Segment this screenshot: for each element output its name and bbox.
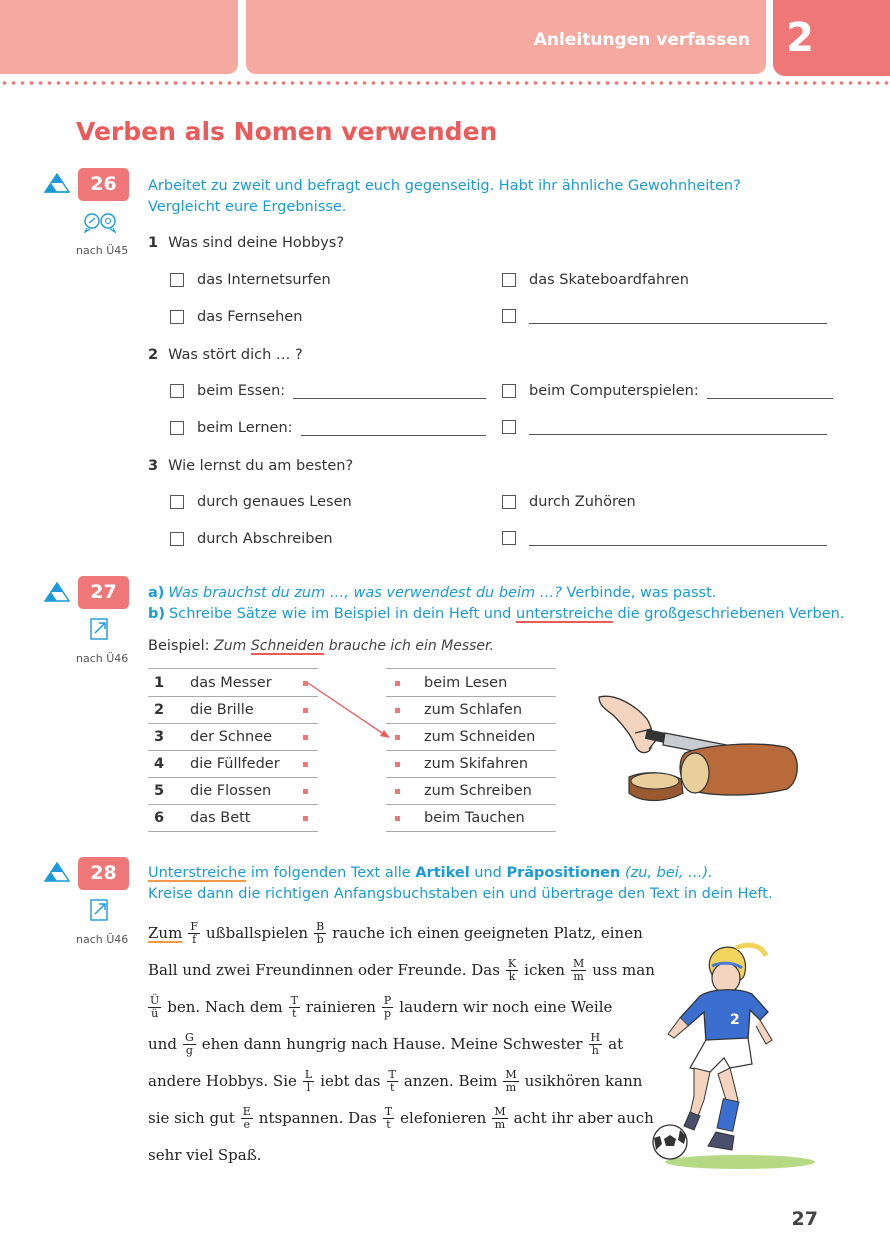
checkbox[interactable] <box>170 532 184 546</box>
row-text: zum Skifahren <box>424 756 529 772</box>
question-text: Was stört dich … ? <box>168 347 303 363</box>
lower: l <box>306 1080 311 1094</box>
lower: b <box>316 932 324 946</box>
text: rauche ich einen geeigneten Platz, einen <box>332 924 643 942</box>
text: ntspannen. Das <box>258 1109 377 1127</box>
letter-choice[interactable] <box>492 1106 507 1131</box>
task28-instruction-line2: Kreise dann die richtigen Anfangsbuchstaben ein und übertrage den Text in dein Heft. <box>148 886 773 902</box>
checkbox[interactable] <box>170 310 184 324</box>
option-label: das Fernsehen <box>197 309 303 325</box>
row-text: zum Schlafen <box>424 702 523 718</box>
header-tab-left <box>0 0 238 74</box>
chapter-title: Anleitungen verfassen <box>533 30 750 50</box>
task26-instruction-line2: Vergleicht eure Ergebnisse. <box>148 199 347 215</box>
text-line-5 <box>148 1066 642 1096</box>
option-beim-computerspielen[interactable] <box>502 383 833 399</box>
upper: T <box>290 993 298 1007</box>
text: usikhören kann <box>524 1072 643 1090</box>
letter-choice[interactable] <box>289 995 300 1020</box>
lower: e <box>243 1117 251 1131</box>
upper: M <box>572 956 585 970</box>
match-left-1[interactable] <box>148 670 318 697</box>
checkbox[interactable] <box>502 420 516 434</box>
letter-choice[interactable] <box>506 958 518 983</box>
answer-line[interactable] <box>529 308 827 324</box>
text: Zum <box>148 924 183 942</box>
underlined-word: Unterstreiche <box>148 865 247 881</box>
example-underlined-verb: Schneiden <box>250 638 325 654</box>
match-right-3[interactable] <box>386 724 556 751</box>
checkbox[interactable] <box>170 421 184 435</box>
upper: P <box>383 993 392 1007</box>
task-number-27: 27 <box>78 576 129 609</box>
letter-choice[interactable] <box>382 995 393 1020</box>
checkbox[interactable] <box>502 273 516 287</box>
checkbox[interactable] <box>170 273 184 287</box>
text: acht ihr aber auch <box>513 1109 654 1127</box>
row-text: die Brille <box>190 702 254 718</box>
lower: h <box>591 1043 599 1057</box>
level-triangle-icon <box>44 173 70 193</box>
option-label: das Skateboardfahren <box>529 272 689 288</box>
text: iebt das <box>320 1072 381 1090</box>
row-number: 1 <box>154 675 165 691</box>
checkbox[interactable] <box>502 309 516 323</box>
letter-choice[interactable] <box>383 1106 394 1131</box>
partner-work-icon <box>81 210 121 234</box>
checkbox[interactable] <box>170 384 184 398</box>
match-right-5[interactable] <box>386 778 556 805</box>
option-blank-1[interactable] <box>502 308 827 324</box>
example-sentence <box>148 638 494 654</box>
text: und <box>148 1035 177 1053</box>
level-triangle-icon <box>44 582 70 602</box>
match-left-3[interactable] <box>148 724 318 751</box>
reference-nach-46: nach Ü46 <box>76 933 129 946</box>
upper: H <box>590 1030 601 1044</box>
option-skateboardfahren[interactable] <box>502 272 689 288</box>
option-abschreiben[interactable] <box>170 531 333 547</box>
row-number: 3 <box>154 729 165 745</box>
connect-dot[interactable] <box>303 816 308 821</box>
task28-instruction-line1 <box>148 863 773 884</box>
writing-icon <box>86 897 114 923</box>
checkbox[interactable] <box>502 384 516 398</box>
letter-choice[interactable] <box>503 1069 518 1094</box>
row-number: 5 <box>154 783 165 799</box>
text: ußballspielen <box>205 924 309 942</box>
upper: K <box>507 956 517 970</box>
row-text: zum Schneiden <box>424 729 536 745</box>
match-right-6[interactable] <box>386 805 556 832</box>
text-italic: (zu, bei, …). <box>624 865 713 881</box>
level-triangle-icon <box>44 862 70 882</box>
text: anzen. Beim <box>403 1072 498 1090</box>
letter-choice[interactable] <box>589 1032 603 1057</box>
connection-arrow <box>300 675 400 745</box>
option-blank-3[interactable] <box>502 530 827 546</box>
option-beim-essen[interactable] <box>170 383 486 399</box>
task26-instruction <box>148 176 741 218</box>
upper: M <box>505 1067 517 1081</box>
text: rainieren <box>305 998 376 1016</box>
text: elefonieren <box>400 1109 487 1127</box>
task-number-26: 26 <box>78 168 129 201</box>
row-text: die Flossen <box>190 783 272 799</box>
table-top-line <box>148 668 318 669</box>
lower: t <box>292 1006 297 1020</box>
upper: T <box>388 1067 396 1081</box>
connect-dot[interactable] <box>303 789 308 794</box>
instruction-b-post: die großgeschriebenen Verben. <box>617 606 845 622</box>
text: ehen dann hungrig nach Hause. Meine Schwester <box>201 1035 583 1053</box>
upper: E <box>242 1104 251 1118</box>
instruction-b-pre: Schreibe Sätze wie im Beispiel in dein Heft und <box>169 606 512 622</box>
text: andere Hobbys. Sie <box>148 1072 297 1090</box>
row-text: beim Lesen <box>424 675 508 691</box>
option-label: durch Abschreiben <box>197 531 333 547</box>
letter-choice[interactable] <box>303 1069 314 1094</box>
letter-choice[interactable] <box>148 995 161 1020</box>
option-fernsehen[interactable] <box>170 309 302 325</box>
shirt-number: 2 <box>730 1012 740 1028</box>
text: sie sich gut <box>148 1109 235 1127</box>
football-player-illustration <box>640 940 820 1170</box>
row-number: 2 <box>154 702 165 718</box>
row-text: die Füllfeder <box>190 756 280 772</box>
lower: p <box>384 1006 392 1020</box>
match-right-2[interactable] <box>386 697 556 724</box>
connect-dot[interactable] <box>395 789 400 794</box>
upper: B <box>316 919 325 933</box>
letter-choice[interactable] <box>387 1069 398 1094</box>
keyword-artikel: Artikel <box>415 865 470 881</box>
answer-line[interactable] <box>529 419 827 435</box>
task-number-28: 28 <box>78 857 129 890</box>
option-label: beim Essen: <box>197 383 286 399</box>
option-beim-lernen[interactable] <box>170 420 486 436</box>
instruction-a-text: Verbinde, was passt. <box>566 585 717 601</box>
answer-line[interactable] <box>529 530 827 546</box>
letter-choice[interactable] <box>571 958 586 983</box>
question-text: Was sind deine Hobbys? <box>168 235 345 251</box>
option-blank-2[interactable] <box>502 419 827 435</box>
writing-icon <box>86 616 114 642</box>
option-label: beim Lernen: <box>197 420 293 436</box>
connect-dot[interactable] <box>395 816 400 821</box>
page-number: 27 <box>791 1208 818 1230</box>
chapter-number: 2 <box>786 15 814 61</box>
text: icken <box>524 961 565 979</box>
option-label: beim Computerspielen: <box>529 383 699 399</box>
task27-instruction-b <box>148 604 845 625</box>
example-label: Beispiel: <box>148 638 210 654</box>
text-line-2 <box>148 955 655 985</box>
question-text: Wie lernst du am besten? <box>168 458 354 474</box>
option-internetsurfen[interactable] <box>170 272 331 288</box>
answer-line[interactable] <box>707 383 833 399</box>
text: at <box>608 1035 624 1053</box>
answer-line[interactable] <box>301 420 486 436</box>
lower: m <box>573 969 584 983</box>
row-text: beim Tauchen <box>424 810 525 826</box>
option-label: das Internetsurfen <box>197 272 331 288</box>
dotted-divider <box>0 80 890 86</box>
upper: L <box>304 1067 313 1081</box>
upper: F <box>190 919 198 933</box>
text: im folgenden Text alle <box>250 865 411 881</box>
task26-instruction-line1: Arbeitet zu zweit und befragt euch gegenseitig. Habt ihr ähnliche Gewohnheiten? <box>148 178 741 194</box>
instruction-b-underlined: unterstreiche <box>516 606 613 622</box>
option-label: durch Zuhören <box>529 494 636 510</box>
letter-choice[interactable] <box>183 1032 196 1057</box>
letter-choice[interactable] <box>241 1106 253 1131</box>
label-b: b) <box>148 606 166 622</box>
checkbox[interactable] <box>170 495 184 509</box>
upper: T <box>384 1104 393 1118</box>
example-pre: Zum <box>214 638 247 654</box>
keyword-praepositionen: Präpositionen <box>506 865 621 881</box>
instruction-a-italic: Was brauchst du zum …, was verwendest du beim …? <box>168 585 562 601</box>
bread-knife-illustration <box>595 685 805 810</box>
question-3 <box>148 458 353 474</box>
row-number: 4 <box>154 756 165 772</box>
match-left-5[interactable] <box>148 778 318 805</box>
upper: G <box>184 1030 194 1044</box>
match-right-4[interactable] <box>386 751 556 778</box>
upper: Ü <box>150 993 160 1007</box>
text: ben. Nach dem <box>167 998 283 1016</box>
match-left-6[interactable] <box>148 805 318 832</box>
checkbox[interactable] <box>502 531 516 545</box>
text-line-3 <box>148 992 612 1022</box>
row-text: zum Schreiben <box>424 783 532 799</box>
question-number: 2 <box>148 347 159 363</box>
task28-instruction <box>148 863 773 905</box>
question-number: 1 <box>148 235 159 251</box>
table-top-line <box>386 668 556 669</box>
option-genaues-lesen[interactable] <box>170 494 352 510</box>
text: laudern wir noch eine Weile <box>399 998 613 1016</box>
connect-dot[interactable] <box>303 762 308 767</box>
text-line-7 <box>148 1140 262 1170</box>
row-text: der Schnee <box>190 729 273 745</box>
text: sehr viel Spaß. <box>148 1146 262 1164</box>
connect-dot[interactable] <box>395 762 400 767</box>
text: und <box>474 865 502 881</box>
task27-instruction-a <box>148 583 716 604</box>
upper: M <box>494 1104 506 1118</box>
label-a: a) <box>148 585 165 601</box>
lower: f <box>192 932 197 946</box>
text: Ball und zwei Freundinnen oder Freunde. Das <box>148 961 500 979</box>
reference-nach-46: nach Ü46 <box>76 652 129 665</box>
option-zuhoeren[interactable] <box>502 494 636 510</box>
text: uss man <box>592 961 655 979</box>
row-text: das Bett <box>190 810 251 826</box>
letter-choice[interactable] <box>314 921 326 946</box>
lower: m <box>494 1117 506 1131</box>
lower: g <box>185 1043 193 1057</box>
match-right-1[interactable] <box>386 670 556 697</box>
text-line-6 <box>148 1103 654 1133</box>
question-2 <box>148 347 303 363</box>
match-left-2[interactable] <box>148 697 318 724</box>
answer-line[interactable] <box>293 383 486 399</box>
page-title: Verben als Nomen verwenden <box>76 117 498 146</box>
lower: ü <box>151 1006 159 1020</box>
reference-nach-45: nach Ü45 <box>76 244 129 257</box>
checkbox[interactable] <box>502 495 516 509</box>
lower: t <box>386 1117 391 1131</box>
example-post: brauche ich ein Messer. <box>328 638 494 654</box>
row-text: das Messer <box>190 675 272 691</box>
lower: k <box>508 969 516 983</box>
match-left-4[interactable] <box>148 751 318 778</box>
question-1 <box>148 235 344 251</box>
question-number: 3 <box>148 458 159 474</box>
text-line-4 <box>148 1029 623 1059</box>
letter-choice[interactable] <box>188 921 200 946</box>
lower: m <box>505 1080 517 1094</box>
option-label: durch genaues Lesen <box>197 494 352 510</box>
lower: t <box>389 1080 395 1094</box>
row-number: 6 <box>154 810 165 826</box>
text-line-1 <box>148 918 643 948</box>
